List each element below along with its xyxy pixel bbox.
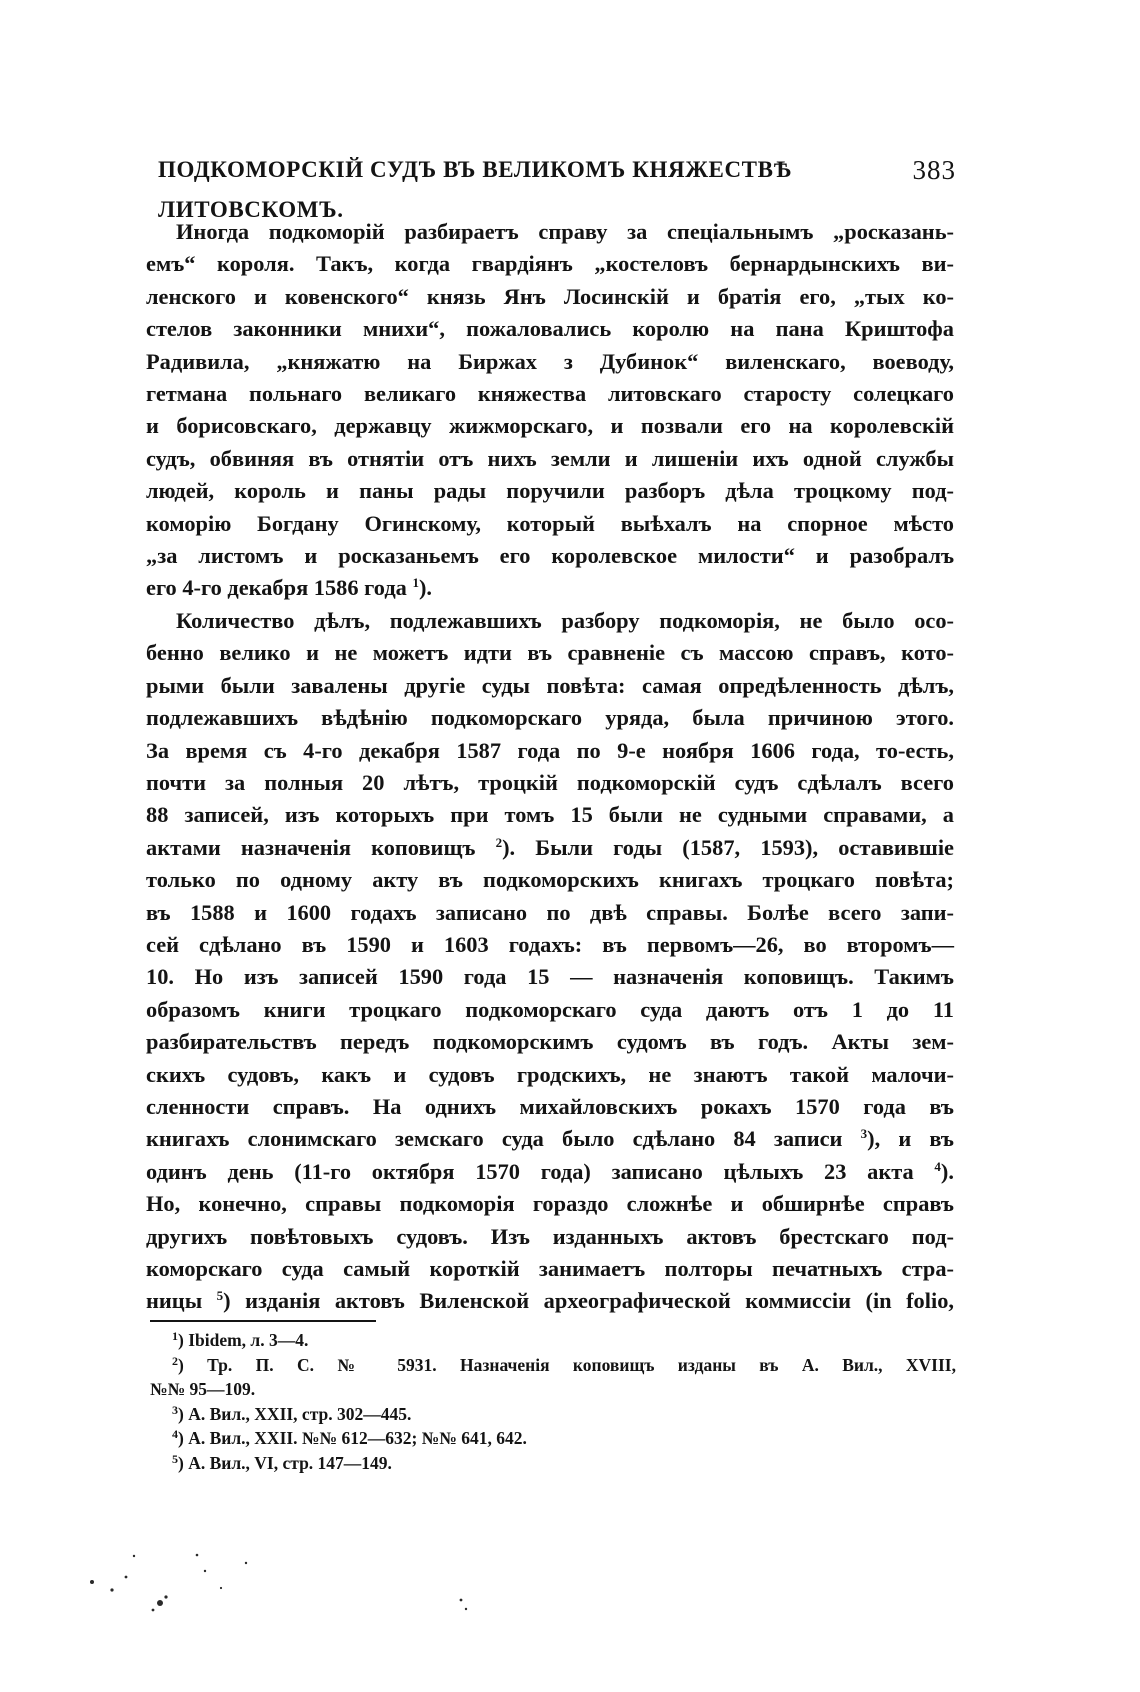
scan-speck [220, 1587, 222, 1589]
footnote-continuation: №№ 95—109. [150, 1379, 256, 1400]
text-segment: ). Были годы (1587, 1593), оставившіе [502, 834, 954, 860]
text-line: разбирательствъ передъ подкоморскимъ судомъ въ годъ. Акты зем- [146, 1029, 954, 1055]
scan-speck [110, 1588, 113, 1591]
text-line: стелов законники мнихи“, пожаловались королю на пана Криштофа [146, 316, 954, 342]
text-line: рыми были завалены другіе суды повѣта: самая опредѣленность дѣлъ, [146, 672, 954, 698]
text-line: въ 1588 и 1600 годахъ записано по двѣ справы. Болѣе всего запи- [146, 899, 954, 925]
text-segment: книгахъ слонимскаго земскаго суда было сдѣлано 84 записи [146, 1126, 843, 1152]
page-number: 383 [912, 155, 956, 185]
text-line: Иногда подкоморій разбираетъ справу за спеціальнымъ „росказань- [176, 219, 954, 244]
scan-speck [196, 1554, 199, 1557]
footnote-text: ) А. Вил., XXII, стр. 302—445. [178, 1403, 412, 1424]
text-line: коморію Богдану Огинскому, который выѣхалъ на спорное мѣсто [146, 510, 954, 536]
running-title: ПОДКОМОРСКІЙ СУДЪ ВЪ ВЕЛИКОМЪ КНЯЖЕСТВѢ ЛИТОВСКОМЪ. [158, 157, 792, 222]
text-line: За время съ 4-го декабря 1587 года по 9-е ноября 1606 года, то-есть, [146, 737, 954, 763]
scan-speck [204, 1570, 206, 1572]
text-segment: ). [418, 575, 433, 601]
text-line: емъ“ короля. Такъ, когда гвардіянъ „костеловъ бернардынскихъ ви- [146, 251, 954, 277]
text-line: сей сдѣлано въ 1590 и 1603 годахъ: въ первомъ—26, во второмъ— [146, 931, 954, 957]
text-segment: ), и въ [867, 1126, 954, 1152]
footnote-ref: 4 [934, 1158, 941, 1174]
footnote-mark: 3 [172, 1402, 178, 1417]
text-line: и борисовскаго, державцу жижморскаго, и позвали его на королевскій [146, 413, 954, 439]
text-line: сленности справъ. На однихъ михайловскихъ рокахъ 1570 года въ [146, 1093, 954, 1119]
footnote-text: ) А. Вил., XXII. №№ 612—632; №№ 641, 642. [178, 1428, 527, 1449]
text-segment: ) изданія актовъ Виленской археографической коммиссіи (in folio, [223, 1288, 954, 1314]
footnote-mark: 5 [172, 1451, 178, 1466]
text-line: Количество дѣлъ, подлежавшихъ разбору подкоморія, не было осо- [176, 607, 954, 633]
text-line: образомъ книги троцкаго подкоморскаго суда даютъ отъ 1 до 11 [146, 996, 954, 1022]
text-line: „за листомъ и росказаньемъ его королевское милости“ и разобралъ [146, 543, 954, 569]
text-segment: его 4-го декабря 1586 года [146, 575, 407, 601]
scan-speck [152, 1609, 155, 1612]
footnote-ref: 3 [860, 1126, 868, 1142]
footnote-text: ) А. Вил., VI, стр. 147—149. [178, 1452, 392, 1473]
text-line: бенно велико и не можетъ идти въ сравненіе съ массою справъ, кото- [146, 640, 954, 666]
text-line: другихъ повѣтовыхъ судовъ. Изъ изданныхъ актовъ брестскаго под- [146, 1223, 954, 1249]
scan-speck [133, 1555, 135, 1557]
text-segment: ). [940, 1158, 954, 1184]
scan-speck [460, 1599, 463, 1602]
scan-speck [164, 1595, 167, 1598]
text-line: 88 записей, изъ которыхъ при томъ 15 были не судными справами, а [146, 802, 954, 828]
text-segment: одинъ день (11-го октября 1570 года) записано цѣлыхъ 23 акта [146, 1158, 914, 1184]
text-line: подлежавшихъ вѣдѣнію подкоморскаго уряда, была причиною этого. [146, 705, 954, 731]
text-line: Но, конечно, справы подкоморія гораздо сложнѣе и обширнѣе справъ [146, 1191, 954, 1217]
text-line: почти за полныя 20 лѣтъ, троцкій подкоморскій судъ сдѣлалъ всего [146, 769, 954, 795]
scan-speck [90, 1580, 94, 1584]
scan-speck [465, 1608, 467, 1610]
scan-speck [157, 1600, 163, 1606]
text-line: людей, король и паны рады поручили разборъ дѣла троцкому под- [146, 478, 954, 504]
footnote-mark: 2 [172, 1353, 178, 1368]
footnote-text: ) Ibidem, л. 3—4. [178, 1330, 309, 1350]
footnote-ref: 1 [412, 575, 419, 591]
footnote-text: ) Тр. П. С. № 5931. Назначенія коповищъ изданы въ А. Вил., XVIII, [178, 1354, 956, 1375]
footnote-ref: 5 [216, 1288, 224, 1304]
text-line: ленского и ковенского“ князь Янъ Лосинскій и братія его, „тых ко- [146, 283, 954, 309]
scan-speck [245, 1562, 247, 1564]
text-line: гетмана польнаго великаго княжества литовскаго старосту солецкаго [146, 381, 954, 407]
text-line: только по одному акту въ подкоморскихъ книгахъ троцкаго повѣта; [146, 867, 954, 893]
scan-speck [125, 1576, 128, 1579]
text-line: судъ, обвиняя въ отнятіи отъ нихъ земли и лишеніи ихъ одной службы [146, 445, 954, 471]
text-segment: актами назначенія коповищъ [146, 834, 476, 860]
text-line: скихъ судовъ, какъ и судовъ гродскихъ, не знаютъ такой малочи- [146, 1061, 954, 1087]
footnote-ref: 2 [495, 834, 503, 850]
footnote-mark: 1 [172, 1329, 178, 1343]
footnote-mark: 4 [172, 1427, 178, 1442]
text-line: Радивила, „княжатю на Биржах з Дубинок“ виленскаго, воеводу, [146, 348, 954, 374]
text-line: коморскаго суда самый короткій занимаетъ полторы печатныхъ стра- [146, 1256, 954, 1281]
text-segment: ницы [146, 1288, 203, 1314]
text-line: 10. Но изъ записей 1590 года 15 — назначенія коповищъ. Такимъ [146, 964, 954, 990]
